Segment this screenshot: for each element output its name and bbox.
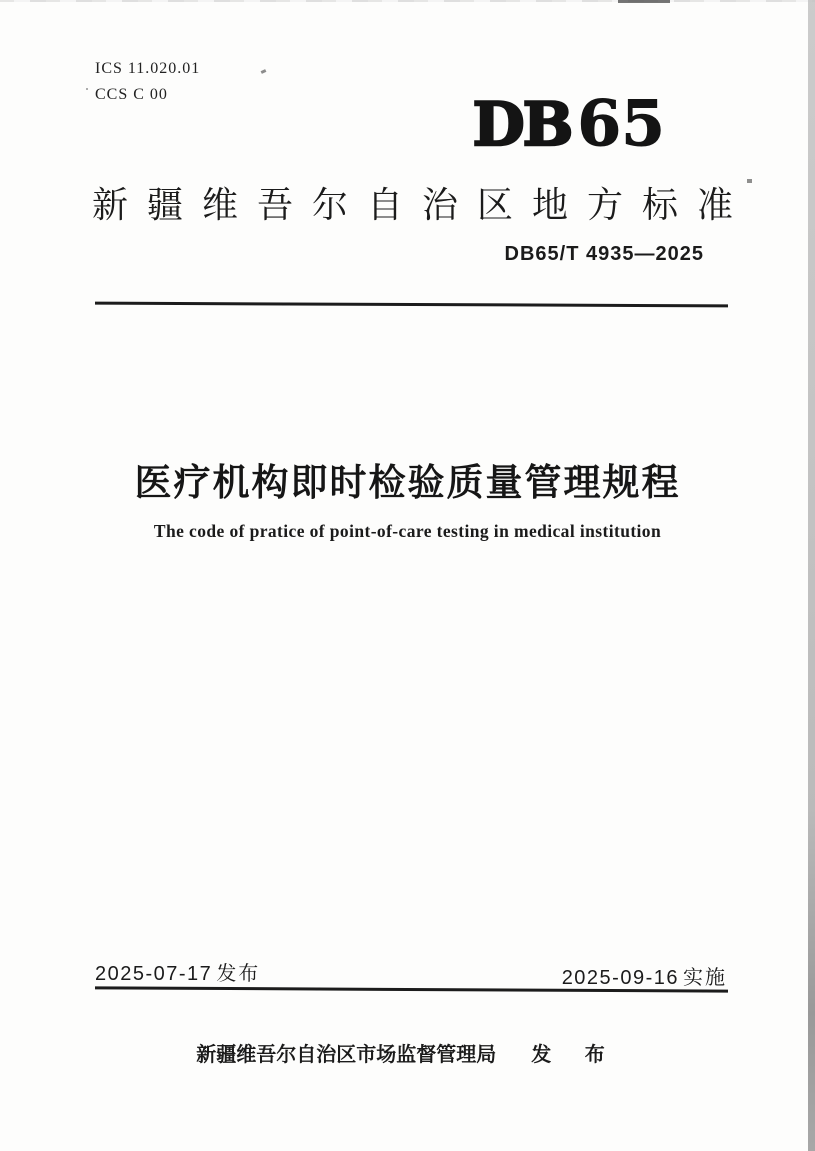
scan-right-edge-artifact bbox=[808, 0, 815, 1151]
issue-date-line bbox=[95, 957, 260, 986]
document-title-chinese: 医疗机构即时检验质量管理规程 bbox=[134, 463, 681, 504]
standard-type-heading: 新疆维吾尔自治区地方标准 bbox=[92, 185, 753, 225]
standard-number: DB65/T 4935—2025 bbox=[504, 243, 704, 265]
publish-action-label: 发 布 bbox=[531, 1044, 619, 1066]
ccs-code: CCS C 00 bbox=[95, 86, 168, 103]
db65-logo-number: 65 bbox=[577, 86, 665, 160]
document-title-english: The code of pratice of point-of-care testing in medical institution bbox=[153, 521, 662, 541]
scan-speck bbox=[261, 69, 267, 74]
implementation-date-line bbox=[562, 961, 727, 990]
publisher-line bbox=[0, 1038, 815, 1067]
scan-top-edge-artifact bbox=[0, 0, 815, 2]
header-divider-rule bbox=[95, 302, 728, 308]
db65-logo bbox=[472, 86, 665, 160]
issue-date: 2025-07-17 bbox=[95, 963, 213, 985]
issue-label: 发布 bbox=[216, 963, 261, 985]
implementation-date: 2025-09-16 bbox=[561, 967, 679, 989]
scan-speck bbox=[86, 88, 88, 90]
scan-top-edge-dark-segment bbox=[618, 0, 670, 3]
publisher-name: 新疆维吾尔自治区市场监督管理局 bbox=[196, 1044, 497, 1066]
implementation-label: 实施 bbox=[683, 967, 727, 989]
db65-logo-prefix: DB bbox=[472, 90, 572, 160]
ics-code: ICS 11.020.01 bbox=[95, 60, 201, 77]
